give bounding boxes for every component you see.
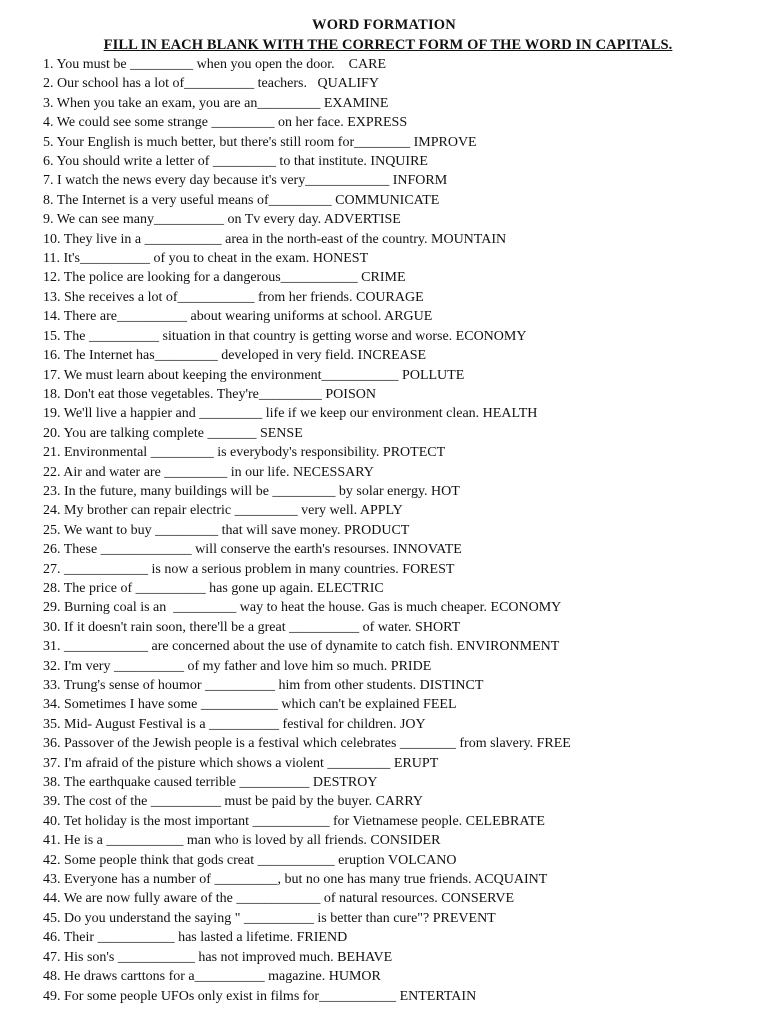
- exercise-item: 44. We are now fully aware of the ____________ of natural resources. CONSERVE: [43, 891, 515, 907]
- exercise-item: 26. These _____________ will conserve the earth's resourses. INNOVATE: [43, 542, 462, 558]
- exercise-item: 24. My brother can repair electric _________ very well. APPLY: [43, 503, 403, 519]
- exercise-item: 20. You are talking complete _______ SENSE: [43, 425, 303, 441]
- exercise-item: 28. The price of __________ has gone up again. ELECTRIC: [43, 580, 384, 596]
- exercise-item: 5. Your English is much better, but there's still room for________ IMPROVE: [43, 134, 477, 150]
- exercise-item: 16. The Internet has_________ developed in very field. INCREASE: [43, 348, 427, 364]
- exercise-item: 22. Air and water are _________ in our life. NECESSARY: [43, 464, 374, 480]
- exercise-item: 43. Everyone has a number of _________, but no one has many true friends. ACQUAINT: [43, 872, 548, 888]
- exercise-item: 10. They live in a ___________ area in the north-east of the country. MOUNTAIN: [43, 231, 507, 247]
- exercise-item: 39. The cost of the __________ must be paid by the buyer. CARRY: [43, 794, 424, 810]
- exercise-item: 49. For some people UFOs only exist in films for___________ ENTERTAIN: [43, 988, 477, 1004]
- exercise-item: 33. Trung's sense of houmor __________ him from other students. DISTINCT: [43, 678, 484, 693]
- exercise-item: 3. When you take an exam, you are an_________ EXAMINE: [43, 95, 389, 111]
- exercise-item: 4. We could see some strange _________ on her face. EXPRESS: [43, 115, 408, 131]
- exercise-item: 11. It's__________ of you to cheat in the exam. HONEST: [43, 251, 369, 267]
- exercise-item: 25. We want to buy _________ that will save money. PRODUCT: [43, 522, 410, 538]
- exercise-item: 21. Environmental _________ is everybody's responsibility. PROTECT: [43, 445, 446, 461]
- exercise-item: 27. ____________ is now a serious problem in many countries. FOREST: [43, 561, 455, 577]
- exercise-item: 37. I'm afraid of the pisture which shows a violent _________ ERUPT: [43, 755, 439, 771]
- exercise-item: 42. Some people think that gods creat ___________ eruption VOLCANO: [43, 852, 457, 868]
- worksheet-title: WORD FORMATION: [312, 17, 456, 33]
- exercise-item: 23. In the future, many buildings will be _________ by solar energy. HOT: [43, 483, 460, 499]
- exercise-item: 36. Passover of the Jewish people is a festival which celebrates ________ from slavery. FREE: [43, 736, 571, 752]
- exercise-item: 9. We can see many__________ on Tv every day. ADVERTISE: [43, 212, 401, 228]
- exercise-item: 34. Sometimes I have some ___________ which can't be explained FEEL: [43, 697, 457, 713]
- exercise-item: 14. There are__________ about wearing uniforms at school. ARGUE: [43, 309, 433, 325]
- exercise-item: 35. Mid- August Festival is a __________ festival for children. JOY: [43, 716, 426, 732]
- exercise-item: 45. Do you understand the saying " __________ is better than cure"? PREVENT: [43, 910, 496, 926]
- exercise-item: 46. Their ___________ has lasted a lifetime. FRIEND: [43, 930, 348, 946]
- exercise-item: 2. Our school has a lot of__________ teachers. QUALIFY: [43, 76, 379, 92]
- exercise-item: 31. ____________ are concerned about the use of dynamite to catch fish. ENVIRONMENT: [43, 639, 560, 655]
- exercise-item: 41. He is a ___________ man who is loved by all friends. CONSIDER: [43, 833, 441, 849]
- exercise-item: 48. He draws carttons for a__________ magazine. HUMOR: [43, 969, 381, 985]
- exercise-item: 13. She receives a lot of___________ from her friends. COURAGE: [43, 289, 424, 305]
- exercise-item: 19. We'll live a happier and _________ life if we keep our environment clean. HEALTH: [43, 406, 538, 422]
- exercise-item: 38. The earthquake caused terrible __________ DESTROY: [43, 775, 378, 791]
- worksheet-instruction: FILL IN EACH BLANK WITH THE CORRECT FORM OF THE WORD IN CAPITALS.: [103, 37, 673, 53]
- exercise-item: 32. I'm very __________ of my father and love him so much. PRIDE: [43, 658, 432, 674]
- exercise-item: 17. We must learn about keeping the environment___________ POLLUTE: [43, 367, 465, 383]
- exercise-item: 18. Don't eat those vegetables. They're_________ POISON: [43, 386, 376, 402]
- exercise-item: 8. The Internet is a very useful means of_________ COMMUNICATE: [43, 192, 440, 208]
- exercise-item: 12. The police are looking for a dangerous___________ CRIME: [43, 270, 406, 286]
- exercise-item: 29. Burning coal is an _________ way to heat the house. Gas is much cheaper. ECONOMY: [43, 600, 562, 616]
- exercise-item: 1. You must be _________ when you open the door. CARE: [43, 57, 386, 72]
- exercise-item: 6. You should write a letter of _________ to that institute. INQUIRE: [43, 154, 428, 170]
- exercise-item: 47. His son's ___________ has not improved much. BEHAVE: [43, 949, 393, 965]
- exercise-item: 15. The __________ situation in that country is getting worse and worse. ECONOMY: [43, 328, 527, 344]
- exercise-item: 7. I watch the news every day because it's very____________ INFORM: [43, 173, 448, 189]
- exercise-item: 30. If it doesn't rain soon, there'll be a great __________ of water. SHORT: [43, 619, 461, 635]
- exercise-list: [43, 55, 743, 1006]
- exercise-item: 40. Tet holiday is the most important ___________ for Vietnamese people. CELEBRATE: [43, 813, 545, 829]
